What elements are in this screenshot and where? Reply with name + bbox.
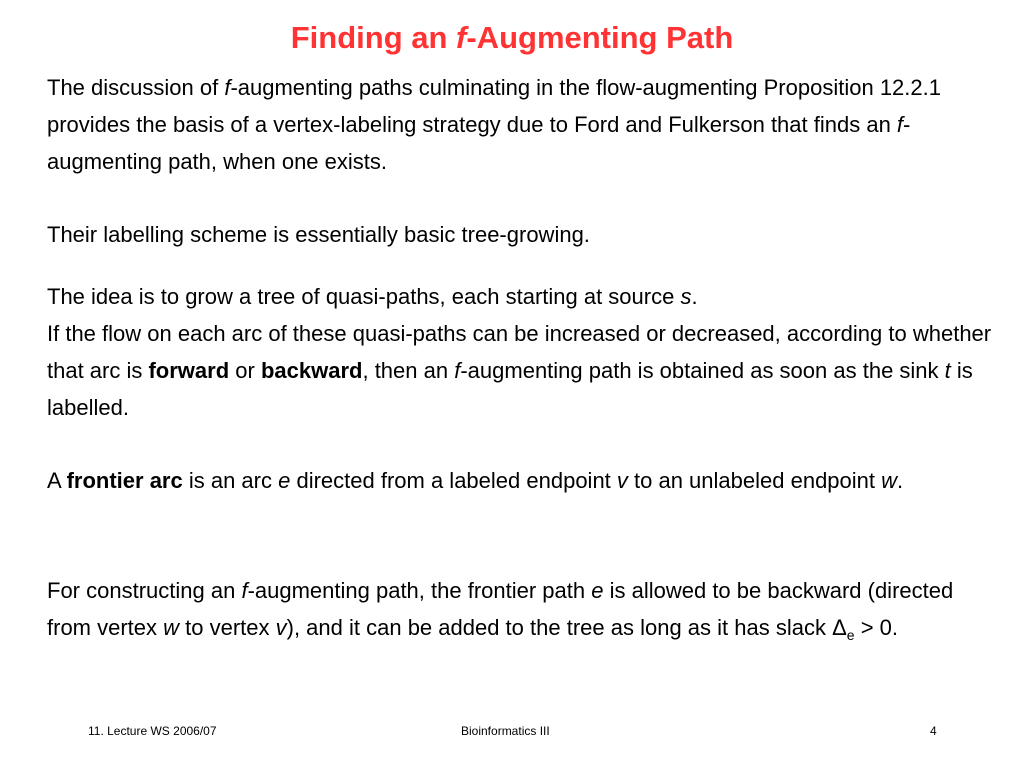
text: is labelled. [47,358,973,420]
paragraph-constructing [47,572,997,654]
text: Their labelling scheme is essentially basic tree-growing. [47,222,590,247]
italic-s: s [680,284,692,309]
footer-page-number: 4 [930,724,937,738]
text: > 0. [854,615,898,640]
italic-w: w [163,615,180,640]
text: -augmenting paths culminating in the flow-augmenting Proposition 12.2.1 provides the basis of a vertex-labeling strategy due to Ford and Fulkerson that finds an [47,75,941,137]
bold-frontier-arc: frontier arc [66,468,183,493]
paragraph-discussion [47,69,997,180]
footer-course: Bioinformatics III [461,724,550,738]
title-text: Finding an [290,20,457,55]
text: For constructing an [47,578,242,603]
text: A [47,468,67,493]
text: directed from a labeled endpoint [290,468,617,493]
italic-f: f [241,578,248,603]
italic-w: w [881,468,898,493]
text: is an arc [182,468,279,493]
footer-lecture: 11. Lecture WS 2006/07 [88,724,217,738]
delta-symbol: Δ [832,615,847,640]
text: -augmenting path is obtained as soon as the sink [460,358,945,383]
text: is allowed to be backward (directed from vertex [47,578,954,640]
text: -augmenting path, when one exists. [47,112,911,174]
italic-t: t [944,358,951,383]
italic-e: e [278,468,291,493]
italic-v: v [275,615,287,640]
slide-title [0,20,1024,56]
italic-f: f [224,75,231,100]
bold-backward: backward [260,358,363,383]
text: , then an [362,358,455,383]
text: The discussion of [47,75,225,100]
text: ), and it can be added to the tree as long as it has slack [286,615,833,640]
text: . [897,468,904,493]
text: to vertex [179,615,276,640]
italic-f: f [896,112,904,137]
title-text-end: -Augmenting Path [466,20,734,55]
paragraph-idea [47,278,997,426]
text: The idea is to grow a tree of quasi-paths, each starting at source [47,284,681,309]
italic-e: e [591,578,604,603]
paragraph-labelling [47,216,997,253]
paragraph-frontier [47,462,997,499]
text: -augmenting path, the frontier path [247,578,592,603]
title-f: f [456,20,467,55]
bold-forward: forward [148,358,230,383]
text: or [229,358,261,383]
italic-v: v [616,468,628,493]
text: to an unlabeled endpoint [627,468,882,493]
text: . [691,284,698,309]
text: If the flow on each arc of these quasi-paths can be increased or decreased, according to whether that arc is [47,321,992,383]
subscript-e: e [846,627,855,643]
italic-f: f [454,358,461,383]
